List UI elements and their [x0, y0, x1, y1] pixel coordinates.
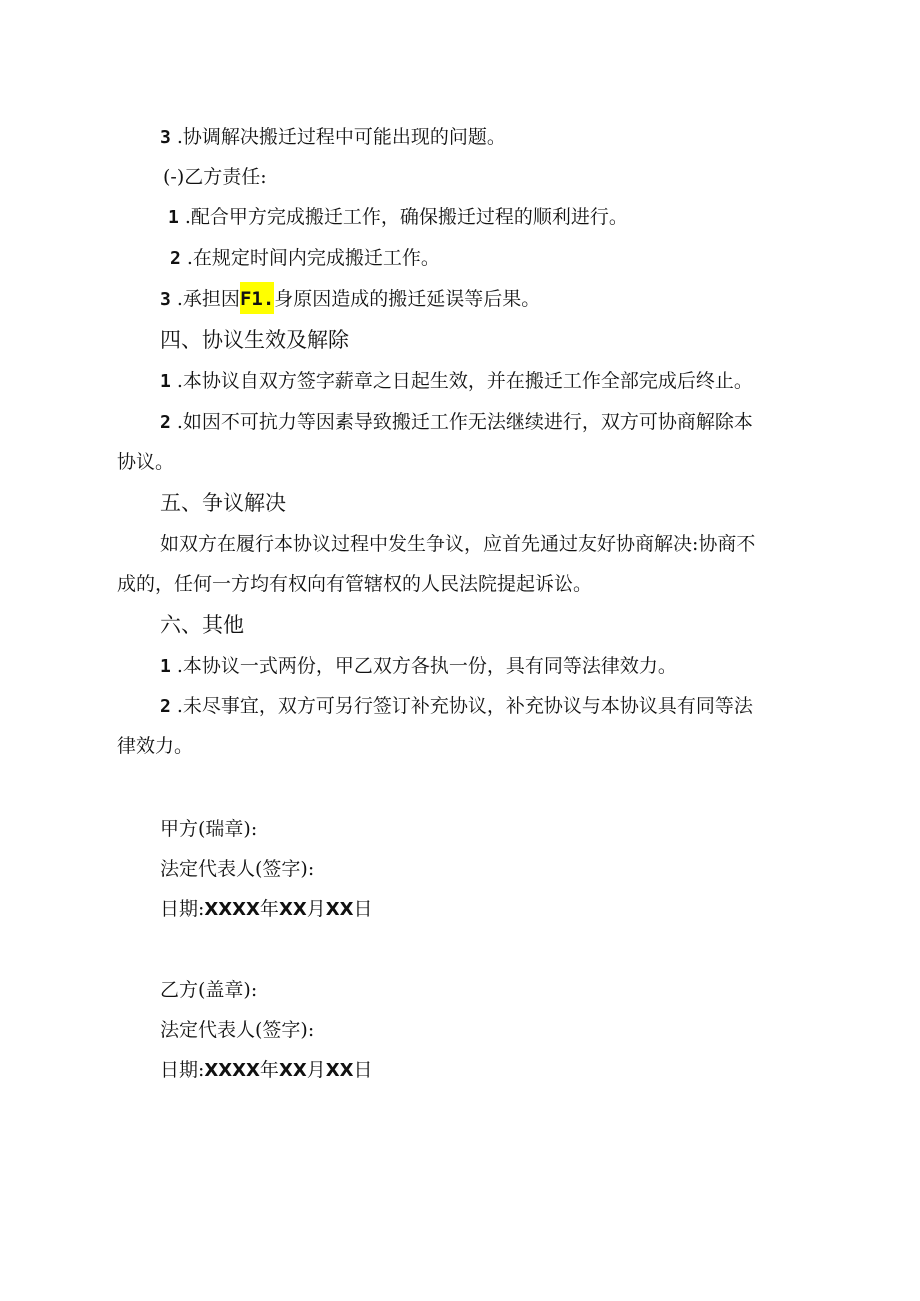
party-a-seal: 甲方(瑞章):	[160, 818, 258, 840]
clause-b3	[160, 286, 540, 313]
clause-number: 3	[160, 127, 171, 148]
party-a-date	[160, 896, 373, 923]
date-month: XX	[278, 899, 307, 920]
clause-text: .承担因	[176, 288, 240, 310]
clause-number: 1	[160, 656, 171, 677]
party-b-date	[160, 1057, 373, 1084]
date-year-unit: 年	[259, 898, 279, 920]
section-5-heading: 五、争议解决	[160, 491, 286, 515]
date-label: 日期:	[160, 898, 205, 920]
section-4-clause-2	[160, 409, 753, 436]
party-b-seal: 乙方(盖章):	[160, 979, 258, 1001]
clause-b1	[168, 204, 628, 231]
date-day-unit: 日	[353, 898, 373, 920]
date-month: XX	[278, 1060, 307, 1081]
clause-text: .如因不可抗力等因素导致搬迁工作无法继续进行，双方可协商解除本	[176, 411, 753, 433]
clause-a3	[160, 124, 506, 151]
date-day: XX	[325, 899, 354, 920]
clause-number: 1	[160, 371, 171, 392]
clause-text: .未尽事宜，双方可另行签订补充协议，补充协议与本协议具有同等法	[176, 695, 753, 717]
date-year: XXXX	[204, 899, 260, 920]
date-year-unit: 年	[259, 1059, 279, 1081]
date-day-unit: 日	[353, 1059, 373, 1081]
date-month-unit: 月	[306, 898, 326, 920]
clause-text: .本协议一式两份，甲乙双方各执一份，具有同等法律效力。	[176, 655, 677, 677]
clause-text: .配合甲方完成搬迁工作，确保搬迁过程的顺利进行。	[184, 206, 628, 228]
date-month-unit: 月	[306, 1059, 326, 1081]
clause-text: .在规定时间内完成搬迁工作。	[186, 247, 440, 269]
section-5-paragraph: 如双方在履行本协议过程中发生争议，应首先通过友好协商解决:协商不	[160, 533, 756, 555]
clause-text: .协调解决搬迁过程中可能出现的问题。	[176, 126, 506, 148]
clause-number: 2	[160, 696, 171, 717]
clause-number: 2	[160, 412, 171, 433]
clause-b2	[170, 245, 440, 272]
section-5-paragraph-cont: 成的，任何一方均有权向有管辖权的人民法院提起诉讼。	[117, 573, 593, 595]
clause-number: 1	[168, 207, 179, 228]
section-6-clause-2	[160, 693, 753, 720]
section-4-clause-2-cont: 协议。	[117, 451, 175, 473]
date-day: XX	[325, 1060, 354, 1081]
party-b-heading-text: (-)乙方责任:	[163, 166, 267, 188]
party-b-representative: 法定代表人(签字):	[160, 1019, 315, 1041]
clause-number: 3	[160, 289, 171, 310]
section-4-heading: 四、协议生效及解除	[160, 328, 349, 352]
section-6-clause-1	[160, 653, 677, 680]
clause-number: 2	[170, 248, 181, 269]
date-label: 日期:	[160, 1059, 205, 1081]
party-a-representative: 法定代表人(签字):	[160, 858, 315, 880]
date-year: XXXX	[204, 1060, 260, 1081]
section-6-clause-2-cont: 律效力。	[117, 735, 194, 757]
highlighted-text: F1.	[240, 282, 274, 314]
section-6-heading: 六、其他	[160, 613, 244, 637]
clause-text: .本协议自双方签字薪章之日起生效，并在搬迁工作全部完成后终止。	[176, 370, 753, 392]
party-b-heading	[163, 164, 267, 190]
section-4-clause-1	[160, 368, 753, 395]
clause-text-cont: 身原因造成的搬迁延误等后果。	[274, 288, 541, 310]
